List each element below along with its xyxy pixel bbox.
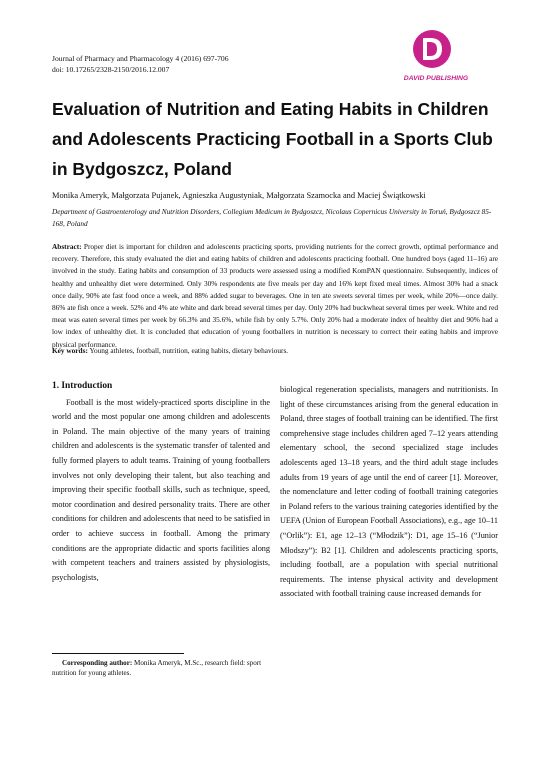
logo-text: DAVID PUBLISHING: [403, 75, 469, 82]
journal-header: [52, 53, 229, 75]
section-heading: 1. Introduction: [52, 381, 113, 391]
affiliation: Department of Gastroenterology and Nutrition Disorders, Collegium Medicum in Bydgoszcz, Nicolaus Copernicus University in Toruń, Bydgoszcz 85-168, Poland: [52, 207, 492, 228]
footnote-divider: [52, 653, 184, 654]
journal-citation: Journal of Pharmacy and Pharmacology 4 (2016) 697-706: [52, 54, 229, 63]
abstract-label: Abstract:: [52, 242, 82, 251]
abstract-text: Proper diet is important for children and adolescents practicing sports, providing nutrients for the correct growth, optimal performance and recovery. Therefore, this study evaluated the diet and eating habits of children and adolescents practicing football. One hundred boys (aged 11–16) are involved in the study. Eating habits and consumption of 33 products were assessed using a modified KomPAN questionnaire. Subsequently, indices of healthy and unhealthy diet were determined. Only 30% respondents ate five meals per day and 16% kept fixed meal times. Almost 30% had a snack once daily, 90% ate fast food once a week, and 88% added sugar to beverages. One in ten ate sweets several times per week, while 20%—once daily. 86% ate fish once a week. 52% and 4% ate white and dark bread several times per day. Only 20% had buckwheat several times per week. White and red meat was eaten several times per week by 66.3% and 35.6%, while fish by only 5.7%. Only 20% had a moderate index of healthy diet and 90% had a low index of unhealthy diet. It is concluded that education of young footballers in nutrition is necessary to correct their eating habits and improve physical performance.: [52, 242, 499, 349]
publisher-logo: [392, 28, 500, 86]
authors: Monika Ameryk, Małgorzata Pujanek, Agnieszka Augustyniak, Małgorzata Szamocka and Maciej Świątkowski: [52, 191, 426, 200]
intro-paragraph-left: Football is the most widely-practiced sports discipline in the world and the most popular one among children and adolescents in Poland. The main objective of the many years of training children and adolescents is the systematic transfer of talented and fully formed players to adult teams. Training of young footballers involves not only developing their talent, but also teaching and improving their specific football skills, such as technique, speed, motor coordination and desired personality traits. There are other conditions for children and adolescents that need to be satisfied in order to achieve success in football. Among the primary conditions are the appropriate didactic and sports facilities along with competent teachers and trainers assisted by physiologists, psychologists,: [52, 397, 270, 582]
corresponding-author-label: Corresponding author:: [62, 659, 133, 667]
intro-paragraph-right: biological regeneration specialists, managers and nutritionists. In light of these circumstances arising from the general education in Poland, three stages of football training can be identified. The first comprehensive stage includes children aged 7–12 years attending elementary school, the second specialized stage includes adolescents aged 13–18 years, and the third adult stage includes adults from 19 years of age until the end of career [1]. Moreover, the nomenclature and letter coding of football training categories in Poland refers to the various training categories identified by the UEFA (Union of European Football Associations), e.g., age 10–11 (“Orlik”): E1, age 12–13 (“Młodzik”): D1, age 15–16 (“Junior Młodszy”): B2 [1]. Children and adolescents practicing sports, including football, are a population with special nutritional requirements. The intense physical activity and development associated with football training cause increased demands for: [280, 385, 498, 599]
article-title: Evaluation of Nutrition and Eating Habits in Children and Adolescents Practicing Football in a Sports Club in Bydgoszcz, Poland: [52, 99, 493, 179]
corresponding-author-text: Monika Ameryk, M.Sc., research field: sport nutrition for young athletes.: [52, 659, 262, 677]
abstract: [52, 241, 498, 351]
keywords-text: Young athletes, football, nutrition, eating habits, dietary behaviours.: [89, 346, 289, 355]
left-column: [52, 379, 270, 585]
keywords-label: Key words:: [52, 346, 88, 355]
corresponding-author-note: [52, 658, 270, 678]
david-publishing-logo-icon: [392, 28, 500, 86]
right-column: [280, 383, 498, 602]
keywords: [52, 346, 498, 355]
doi: doi: 10.17265/2328-2150/2016.12.007: [52, 65, 170, 74]
